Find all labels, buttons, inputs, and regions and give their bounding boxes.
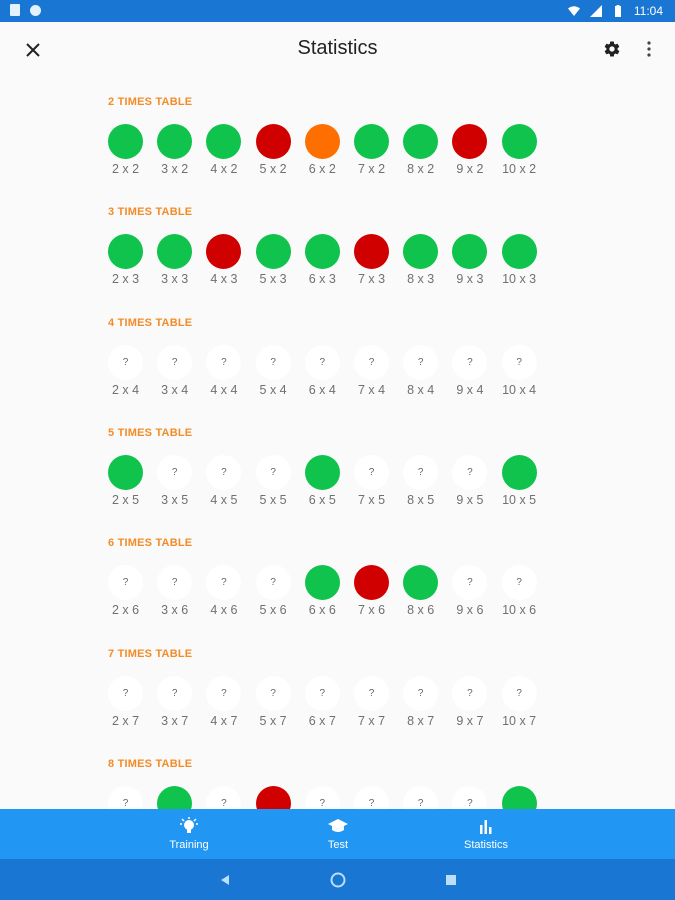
- result-row: [108, 234, 558, 294]
- multiplication-label: 4 x 6: [210, 603, 238, 618]
- multiplication-label: 10 x 6: [502, 603, 537, 618]
- multiplication-label: 3 x 3: [161, 272, 189, 287]
- result-indicator-red[interactable]: [354, 234, 389, 269]
- result-cell: [350, 124, 394, 184]
- home-button[interactable]: [327, 869, 349, 891]
- result-cell: [300, 234, 344, 294]
- multiplication-label: 3 x 5: [161, 492, 189, 507]
- back-icon: [219, 874, 231, 886]
- result-cell: [497, 345, 541, 405]
- multiplication-label: 3 x 2: [161, 162, 189, 176]
- result-indicator-green[interactable]: [206, 124, 241, 159]
- result-indicator-red[interactable]: [452, 124, 487, 159]
- result-indicator-green[interactable]: [502, 455, 537, 490]
- times-table-section: [108, 206, 558, 287]
- result-indicator-unknown[interactable]: ?: [206, 565, 241, 600]
- result-cell: [300, 565, 344, 625]
- result-cell: [497, 455, 541, 515]
- result-cell: [448, 124, 492, 184]
- result-cell: [300, 124, 344, 184]
- settings-button[interactable]: [599, 36, 625, 62]
- result-indicator-unknown[interactable]: ?: [502, 676, 537, 711]
- result-cell: [448, 676, 492, 736]
- result-cell: [104, 565, 148, 625]
- result-cell: [153, 565, 197, 625]
- times-table-section: [108, 426, 558, 507]
- signal-icon: [590, 5, 602, 17]
- result-cell: [497, 676, 541, 736]
- nav-test[interactable]: [278, 809, 398, 859]
- result-cell: [251, 345, 295, 405]
- result-indicator-green[interactable]: [108, 124, 143, 159]
- multiplication-label: 2 x 7: [111, 713, 140, 728]
- result-cell: [497, 124, 541, 184]
- graduation-cap-icon: [328, 818, 348, 834]
- multiplication-label: 5 x 2: [259, 162, 287, 176]
- result-indicator-unknown[interactable]: ?: [256, 455, 291, 490]
- multiplication-label: 7 x 7: [357, 713, 386, 728]
- nav-training-label: Training: [169, 839, 209, 851]
- result-indicator-green[interactable]: [108, 234, 143, 269]
- times-table-section: [108, 647, 558, 728]
- status-bar: [0, 0, 675, 22]
- result-cell: [251, 565, 295, 625]
- result-cell: [153, 455, 197, 515]
- multiplication-label: 4 x 4: [210, 382, 238, 397]
- multiplication-label: 2 x 2: [111, 162, 140, 176]
- result-cell: [497, 234, 541, 294]
- multiplication-label: 5 x 7: [259, 713, 287, 728]
- multiplication-label: 7 x 5: [357, 492, 386, 507]
- circle-icon: [30, 5, 41, 16]
- app-bar: [0, 22, 675, 78]
- home-icon: [329, 871, 347, 889]
- multiplication-label: 8 x 3: [407, 272, 435, 287]
- result-row: [108, 345, 558, 405]
- result-cell: [300, 345, 344, 405]
- multiplication-label: 8 x 2: [407, 162, 435, 176]
- result-indicator-unknown[interactable]: ?: [305, 786, 340, 821]
- result-cell: [300, 676, 344, 736]
- section-title: 5 TIMES TABLE: [108, 426, 193, 439]
- result-indicator-unknown[interactable]: ?: [452, 676, 487, 711]
- bar-chart-icon: [478, 818, 494, 834]
- result-cell: [448, 455, 492, 515]
- multiplication-label: 2 x 6: [111, 603, 140, 618]
- result-cell: [202, 565, 246, 625]
- result-cell: [153, 676, 197, 736]
- result-cell: [497, 565, 541, 625]
- multiplication-label: 8 x 6: [407, 603, 435, 618]
- result-indicator-unknown[interactable]: ?: [206, 345, 241, 380]
- result-indicator-unknown[interactable]: ?: [452, 345, 487, 380]
- result-indicator-unknown[interactable]: ?: [157, 455, 192, 490]
- result-cell: [104, 345, 148, 405]
- result-cell: [104, 124, 148, 184]
- result-cell: [202, 455, 246, 515]
- more-options-button[interactable]: [641, 36, 657, 62]
- result-indicator-red[interactable]: [206, 234, 241, 269]
- multiplication-label: 6 x 5: [308, 492, 336, 507]
- result-indicator-green[interactable]: [354, 124, 389, 159]
- result-indicator-green[interactable]: [256, 234, 291, 269]
- multiplication-label: 2 x 4: [111, 382, 140, 397]
- result-cell: [399, 345, 443, 405]
- result-indicator-unknown[interactable]: ?: [502, 345, 537, 380]
- multiplication-label: 4 x 3: [210, 272, 238, 287]
- result-indicator-unknown[interactable]: ?: [108, 786, 143, 821]
- result-indicator-unknown[interactable]: ?: [206, 676, 241, 711]
- multiplication-label: 9 x 3: [456, 272, 484, 287]
- result-indicator-unknown[interactable]: ?: [403, 345, 438, 380]
- result-cell: [202, 234, 246, 294]
- result-cell: [399, 676, 443, 736]
- result-indicator-green[interactable]: [157, 234, 192, 269]
- multiplication-label: 6 x 6: [308, 603, 336, 618]
- result-cell: [153, 234, 197, 294]
- result-indicator-unknown[interactable]: ?: [403, 676, 438, 711]
- multiplication-label: 10 x 4: [502, 382, 537, 397]
- result-indicator-green[interactable]: [403, 565, 438, 600]
- multiplication-label: 9 x 2: [456, 162, 484, 176]
- section-title: 8 TIMES TABLE: [108, 757, 193, 770]
- result-indicator-unknown[interactable]: ?: [452, 786, 487, 821]
- multiplication-label: 6 x 2: [308, 162, 336, 176]
- multiplication-label: 4 x 5: [210, 492, 238, 507]
- multiplication-label: 9 x 7: [456, 713, 484, 728]
- multiplication-label: 7 x 6: [357, 603, 386, 618]
- section-title: 6 TIMES TABLE: [108, 537, 193, 550]
- multiplication-label: 7 x 3: [357, 272, 386, 287]
- result-indicator-green[interactable]: [403, 124, 438, 159]
- multiplication-label: 6 x 4: [308, 382, 336, 397]
- result-indicator-unknown[interactable]: ?: [354, 455, 389, 490]
- result-cell: [350, 455, 394, 515]
- multiplication-label: 8 x 5: [407, 492, 435, 507]
- multiplication-label: 5 x 3: [259, 272, 287, 287]
- result-cell: [399, 234, 443, 294]
- result-cell: [153, 124, 197, 184]
- multiplication-label: 3 x 7: [161, 713, 189, 728]
- result-cell: [153, 345, 197, 405]
- result-indicator-green[interactable]: [305, 234, 340, 269]
- multiplication-label: 6 x 7: [308, 713, 336, 728]
- result-cell: [202, 676, 246, 736]
- multiplication-label: 3 x 4: [161, 382, 189, 397]
- result-indicator-unknown[interactable]: ?: [206, 455, 241, 490]
- multiplication-label: 10 x 2: [502, 162, 537, 176]
- nav-training[interactable]: [129, 809, 249, 859]
- multiplication-label: 5 x 6: [259, 603, 287, 618]
- result-cell: [350, 676, 394, 736]
- multiplication-label: 8 x 4: [407, 382, 435, 397]
- result-indicator-green[interactable]: [108, 455, 143, 490]
- result-indicator-green[interactable]: [502, 124, 537, 159]
- result-cell: [251, 455, 295, 515]
- result-cell: [350, 234, 394, 294]
- more-vert-icon: [647, 41, 651, 57]
- multiplication-label: 2 x 3: [111, 272, 140, 287]
- result-cell: [104, 234, 148, 294]
- result-indicator-red[interactable]: [256, 124, 291, 159]
- result-indicator-unknown[interactable]: ?: [452, 455, 487, 490]
- result-indicator-unknown[interactable]: ?: [403, 786, 438, 821]
- sd-card-icon: [10, 4, 20, 16]
- result-indicator-unknown[interactable]: ?: [502, 565, 537, 600]
- multiplication-label: 4 x 7: [210, 713, 238, 728]
- result-indicator-unknown[interactable]: ?: [354, 676, 389, 711]
- section-title: 7 TIMES TABLE: [108, 647, 193, 660]
- result-cell: [399, 455, 443, 515]
- multiplication-label: 4 x 2: [210, 162, 238, 176]
- multiplication-label: 5 x 4: [259, 382, 287, 397]
- result-cell: [448, 345, 492, 405]
- page-title: Statistics: [297, 37, 378, 59]
- battery-icon: [612, 5, 624, 17]
- status-time: 11:04: [633, 4, 663, 18]
- multiplication-label: 9 x 4: [456, 382, 484, 397]
- result-indicator-unknown[interactable]: ?: [354, 786, 389, 821]
- system-navigation-bar: [0, 859, 675, 900]
- multiplication-label: 5 x 5: [259, 492, 287, 507]
- result-indicator-green[interactable]: [305, 565, 340, 600]
- result-cell: [202, 345, 246, 405]
- result-indicator-unknown[interactable]: ?: [157, 565, 192, 600]
- multiplication-label: 7 x 4: [357, 382, 386, 397]
- statistics-list[interactable]: [0, 78, 675, 809]
- result-indicator-unknown[interactable]: ?: [403, 455, 438, 490]
- result-indicator-orange[interactable]: [305, 124, 340, 159]
- result-indicator-unknown[interactable]: ?: [305, 345, 340, 380]
- result-row: [108, 565, 558, 625]
- multiplication-label: 9 x 5: [456, 492, 484, 507]
- back-button[interactable]: [214, 869, 236, 891]
- result-indicator-green[interactable]: [305, 455, 340, 490]
- multiplication-label: 10 x 3: [502, 272, 537, 287]
- result-cell: [448, 234, 492, 294]
- result-indicator-unknown[interactable]: ?: [157, 676, 192, 711]
- result-indicator-unknown[interactable]: ?: [108, 565, 143, 600]
- result-indicator-unknown[interactable]: ?: [305, 676, 340, 711]
- times-table-section: [108, 757, 558, 809]
- multiplication-label: 7 x 2: [357, 162, 386, 176]
- result-cell: [104, 455, 148, 515]
- result-cell: [202, 124, 246, 184]
- result-indicator-green[interactable]: [502, 234, 537, 269]
- result-cell: [251, 676, 295, 736]
- result-indicator-unknown[interactable]: ?: [256, 565, 291, 600]
- result-cell: [251, 124, 295, 184]
- result-cell: [300, 455, 344, 515]
- nav-statistics[interactable]: [426, 809, 546, 859]
- result-cell: [448, 565, 492, 625]
- result-indicator-unknown[interactable]: ?: [354, 345, 389, 380]
- times-table-section: [108, 537, 558, 618]
- recents-button[interactable]: [440, 869, 462, 891]
- result-indicator-unknown[interactable]: ?: [157, 345, 192, 380]
- bottom-navigation: [0, 809, 675, 859]
- result-row: [108, 676, 558, 736]
- result-cell: [104, 676, 148, 736]
- result-indicator-green[interactable]: [403, 234, 438, 269]
- section-title: 3 TIMES TABLE: [108, 206, 193, 219]
- result-indicator-unknown[interactable]: ?: [108, 345, 143, 380]
- result-indicator-unknown[interactable]: ?: [256, 676, 291, 711]
- nav-test-label: Test: [327, 839, 349, 851]
- result-indicator-green[interactable]: [157, 124, 192, 159]
- nav-statistics-label: Statistics: [463, 839, 508, 851]
- lightbulb-icon: [179, 817, 199, 835]
- result-cell: [350, 345, 394, 405]
- result-row: [108, 455, 558, 515]
- section-title: 2 TIMES TABLE: [108, 96, 193, 108]
- result-indicator-unknown[interactable]: ?: [108, 676, 143, 711]
- times-table-section: [108, 316, 558, 397]
- result-cell: [399, 565, 443, 625]
- result-row: [108, 124, 558, 184]
- multiplication-label: 3 x 6: [161, 603, 189, 618]
- result-indicator-green[interactable]: [452, 234, 487, 269]
- multiplication-label: 10 x 7: [502, 713, 537, 728]
- recents-icon: [445, 874, 457, 886]
- multiplication-label: 8 x 7: [407, 713, 435, 728]
- multiplication-label: 6 x 3: [308, 272, 336, 287]
- result-indicator-red[interactable]: [354, 565, 389, 600]
- result-indicator-unknown[interactable]: ?: [206, 786, 241, 821]
- times-table-section: [108, 96, 558, 176]
- multiplication-label: 10 x 5: [502, 492, 537, 507]
- section-title: 4 TIMES TABLE: [108, 316, 193, 329]
- result-indicator-unknown[interactable]: ?: [452, 565, 487, 600]
- result-cell: [399, 124, 443, 184]
- multiplication-label: 9 x 6: [456, 603, 484, 618]
- wifi-icon: [568, 5, 580, 17]
- result-indicator-unknown[interactable]: ?: [256, 345, 291, 380]
- result-cell: [251, 234, 295, 294]
- result-cell: [350, 565, 394, 625]
- gear-icon: [603, 40, 621, 58]
- multiplication-label: 2 x 5: [111, 492, 140, 507]
